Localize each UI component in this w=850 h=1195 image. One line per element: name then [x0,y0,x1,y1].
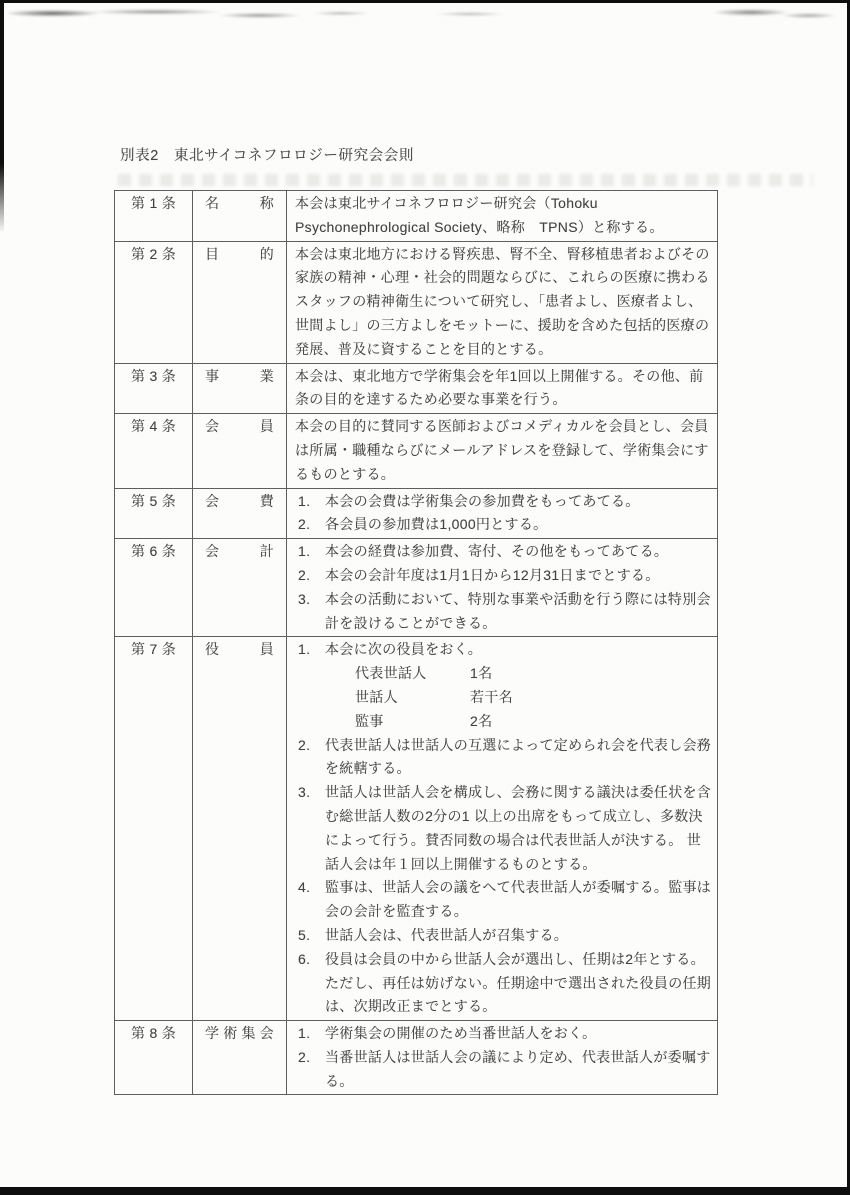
table-row [115,241,718,363]
item-text: 各会員の参加費は1,000円とする。 [325,516,548,533]
item-text: 監事は、世話人会の議をへて代表世話人が委嘱する。監事は会の会計を監査する。 [325,879,712,920]
item-number: 3. [298,590,311,607]
content-cell [287,363,718,414]
category-cell [193,637,287,1021]
item-text: 役員は会員の中から世話人会が選出し、任期は2年とする。ただし、再任は妨げない。任期途中で選出された役員の任期は、次期改正までとする。 [325,950,712,1015]
item-number: 2. [298,1048,311,1065]
category-char: 会 [205,543,220,560]
list-item [295,638,713,733]
item-text: 学術集会の開催のため当番世話人をおく。 [325,1025,597,1042]
category-char: 役 [205,641,220,658]
content-cell [287,191,718,242]
content-cell [287,539,718,637]
article-number-cell: 第 5 条 [115,488,193,539]
officer-count: 若干名 [470,688,513,705]
item-text: 代表世話人は世話人の互選によって定められ会を代表し会務を統轄する。 [325,736,712,777]
category-label [205,365,274,389]
article-number-cell: 第 3 条 [115,363,193,414]
scan-smudge [415,9,525,19]
officer-row [355,662,713,686]
list-item [295,1022,713,1046]
category-cell [193,488,287,539]
category-char: 術 [223,1025,238,1042]
item-number: 2. [298,566,311,583]
category-char: 的 [259,245,274,262]
content-cell [287,488,718,539]
category-char: 員 [259,418,274,435]
category-char: 事 [205,367,220,384]
content-cell [287,414,718,488]
list-item [295,540,713,564]
paragraph: 本会は東北地方における腎疾患、腎不全、腎移植患者およびその家族の精神・心理・社会的問題ならびに、これらの医療に携わるスタッフの精神衛生について研究し、「患者よし、医療者よし、世間よし」の三方よしをモットーに、援助を含めた包括的医療の発展、普及に資することを目的とする。 [295,245,710,357]
category-char: 名 [205,195,220,211]
category-char: 目 [205,245,220,262]
category-label [205,638,274,662]
category-cell [193,414,287,488]
officer-row [355,710,713,734]
item-number: 1. [298,641,311,658]
paragraph: 本会は東北サイコネフロロジー研究会（Tohoku Psychonephrological Society、略称 TPNS）と称する。 [295,195,664,235]
category-char: 業 [259,367,274,384]
officer-row [355,686,713,710]
item-number: 3. [298,784,311,801]
category-label [205,540,274,564]
table-row [115,363,718,414]
category-char: 員 [259,641,274,658]
item-number: 1. [298,543,311,560]
document-title: 別表2 東北サイコネフロロジー研究会会則 [120,148,414,164]
item-number: 1. [298,492,311,509]
article-number-cell: 第 1 条 [115,191,193,242]
item-number: 1. [298,1025,311,1042]
list-item [295,1046,713,1094]
table-row [115,637,718,1021]
content-cell [287,1021,718,1095]
category-label [205,192,274,216]
category-char: 会 [205,418,220,435]
scan-smudge [8,7,378,21]
article-number-cell: 第 4 条 [115,414,193,488]
list-item [295,588,713,636]
category-label [205,1022,274,1046]
table-row [115,414,718,488]
category-cell [193,241,287,363]
category-char: 集 [241,1025,256,1042]
table-row [115,488,718,539]
item-number: 4. [298,879,311,896]
category-char: 会 [205,492,220,509]
table-row [115,539,718,637]
list-item [295,876,713,924]
paragraph: 本会の目的に賛同する医師およびコメディカルを会員とし、会員は所属・職種ならびにメールアドレスを登録して、学術集会にするものとする。 [295,418,709,482]
category-char: 称 [259,195,274,211]
item-text: 世話人は世話人会を構成し、会務に関する議決は委任状を含む総世話人数の2分の1 以上の出席をもって成立し、多数決によって行う。賛否同数の場合は代表世話人が決する。 世話人会は年１回以上開催するものとする。 [325,784,712,872]
bylaws-table [114,190,718,1095]
content-cell [287,637,718,1021]
item-number: 2. [298,736,311,753]
item-number: 5. [298,926,311,943]
item-text: 本会の経費は参加費、寄付、その他をもってあてる。 [325,543,669,560]
category-char: 会 [259,1025,274,1042]
officer-count: 1名 [470,665,493,682]
category-cell [193,363,287,414]
list-item [295,564,713,588]
category-char: 学 [205,1025,220,1042]
category-label [205,490,274,514]
officer-role: 代表世話人 [355,665,427,682]
officer-role: 監事 [355,712,384,729]
list-item [295,734,713,782]
officer-role: 世話人 [355,688,398,705]
article-number-cell: 第 6 条 [115,539,193,637]
item-text: 世話人会は、代表世話人が召集する。 [325,926,569,943]
scan-smudge [700,6,845,22]
table-row [115,191,718,242]
content-cell [287,241,718,363]
item-text: 本会の会計年度は1月1日から12月31日までとする。 [325,566,660,583]
article-number-cell: 第 8 条 [115,1021,193,1095]
category-char: 費 [259,492,274,509]
officer-count: 2名 [470,712,493,729]
item-number: 6. [298,950,311,967]
list-item [295,490,713,514]
item-number: 2. [298,516,311,533]
item-text: 本会に次の役員をおく。 代表世話人 1名 世話人 若干名 監事 2名 [325,638,713,733]
article-number-cell: 第 7 条 [115,637,193,1021]
scan-edge-left [0,3,4,233]
list-item [295,781,713,876]
item-text: 本会の活動において、特別な事業や活動を行う際には特別会計を設けることができる。 [325,590,711,631]
list-item [295,513,713,537]
category-char: 計 [259,543,274,560]
item-text: 本会の会費は学術集会の参加費をもってあてる。 [325,492,640,509]
list-item [295,924,713,948]
paragraph: 本会は、東北地方で学術集会を年1回以上開催する。その他、前条の目的を達するため必要な事業を行う。 [295,367,704,408]
category-label [205,415,274,439]
category-cell [193,191,287,242]
scan-bleed-artifact [118,174,813,186]
category-cell [193,539,287,637]
category-label [205,243,274,267]
article-number-cell: 第 2 条 [115,241,193,363]
category-cell [193,1021,287,1095]
item-text: 当番世話人は世話人会の議により定め、代表世話人が委嘱する。 [325,1048,711,1089]
list-item [295,948,713,1019]
table-row [115,1021,718,1095]
